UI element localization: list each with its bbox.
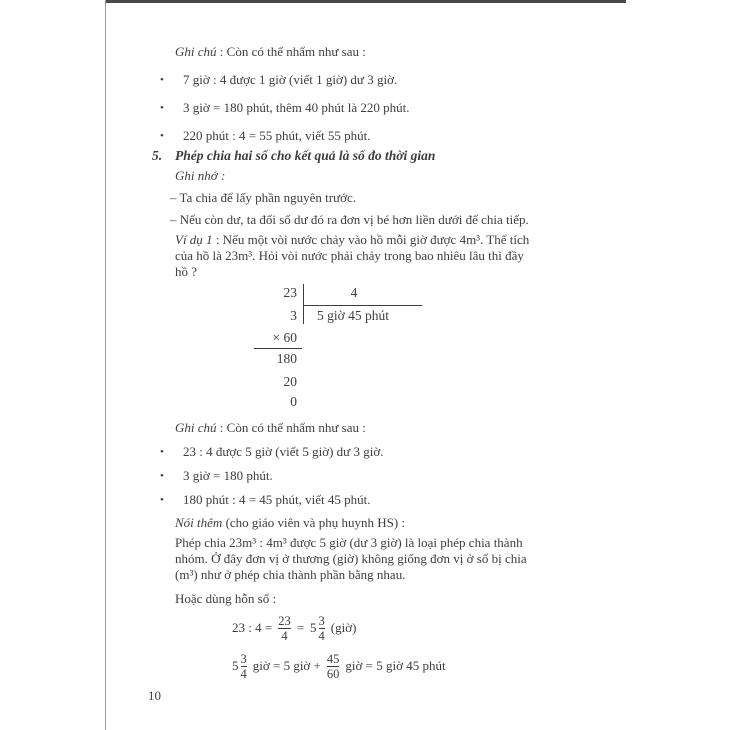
division-partial-remainder: 20 (283, 374, 297, 389)
bullet-text: 220 phút : 4 = 55 phút, viết 55 phút. (183, 128, 371, 143)
example-line-3: hồ ? (175, 264, 198, 279)
fraction-numerator: 3 (240, 651, 247, 666)
bullet-text: 3 giờ = 180 phút. (183, 468, 273, 483)
mixed-whole: 5 (232, 658, 239, 673)
fraction-numerator: 45 (326, 651, 340, 666)
fraction-23-4 (278, 614, 291, 643)
list-item (152, 444, 652, 460)
fraction-denominator: 60 (326, 666, 340, 681)
list-item (152, 100, 652, 116)
list-item (152, 492, 652, 508)
noi-them-text: (cho giáo viên và phụ huynh HS) : (225, 515, 406, 530)
equation-2 (232, 649, 652, 683)
division-product: 180 (276, 351, 297, 366)
eq1-unit: (giờ) (330, 620, 357, 635)
mixed-number-label: Hoặc dùng hỗn số : (175, 591, 277, 606)
bullet-text: 23 : 4 được 5 giờ (viết 5 giờ) dư 3 giờ. (183, 444, 384, 459)
bullet-icon: • (160, 130, 164, 142)
noi-them-heading (175, 515, 652, 531)
section-title: Phép chia hai số cho kết quả là số đo thời gian (175, 148, 436, 163)
division-remainder-hours: 3 (290, 308, 297, 323)
eq1-equals: = (296, 620, 305, 635)
list-item (152, 128, 652, 144)
fraction-denominator: 4 (240, 666, 247, 681)
note-bottom-text: : Còn có thể nhẩm như sau : (219, 420, 366, 435)
page-content (152, 0, 652, 683)
section-number: 5. (152, 148, 163, 163)
list-item (152, 468, 652, 484)
multiply-underline (254, 348, 302, 349)
eq2-tail: giờ = 5 giờ 45 phút (345, 658, 446, 673)
example-label: Ví dụ 1 (175, 232, 213, 247)
fraction-denominator: 4 (318, 628, 325, 643)
eq1-lhs: 23 : 4 = (232, 620, 273, 635)
mixed-whole: 5 (310, 620, 317, 635)
bullet-text: 180 phút : 4 = 45 phút, viết 45 phút. (183, 492, 371, 507)
bullet-icon: • (160, 470, 164, 482)
section-heading (152, 148, 652, 164)
fraction-numerator: 23 (278, 613, 291, 628)
bullet-text: 3 giờ = 180 phút, thêm 40 phút là 220 phút. (183, 100, 410, 115)
division-quotient-rule (304, 305, 422, 306)
division-final-remainder: 0 (290, 394, 297, 409)
note-bottom-label: Ghi chú (175, 420, 217, 435)
fraction-numerator: 3 (318, 613, 325, 628)
explanation-line-2: nhóm. Ở đây đơn vị ở thương (giờ) không giống đơn vị ở số bị chia (175, 551, 527, 566)
note-bottom-heading (175, 420, 652, 436)
example-line-1 (175, 232, 652, 248)
bullet-text: 7 giờ : 4 được 1 giờ (viết 1 giờ) dư 3 giờ. (183, 72, 398, 87)
note-top-bullet-list (152, 72, 652, 144)
ghi-nho-label: Ghi nhớ : (175, 168, 226, 183)
bullet-icon: • (160, 102, 164, 114)
long-division-work (152, 284, 652, 414)
page-left-edge-line (105, 0, 106, 730)
explanation-paragraph (175, 535, 652, 583)
eq2-middle: giờ = 5 giờ + (252, 658, 321, 673)
bullet-icon: • (160, 74, 164, 86)
mixed-number-5-3-4 (232, 652, 247, 681)
bullet-icon: • (160, 494, 164, 506)
note-top-text: : Còn có thể nhẩm như sau : (219, 44, 366, 59)
fraction-3-4 (319, 614, 325, 643)
note-bottom-bullet-list (152, 444, 652, 508)
note-top-label: Ghi chú (175, 44, 217, 59)
ghi-nho-rule-1: – Ta chia để lấy phần nguyên trước. (170, 190, 357, 205)
division-divisor: 4 (350, 285, 358, 300)
division-dividend: 23 (283, 285, 297, 300)
note-top-heading (175, 44, 652, 60)
division-multiplier: × 60 (272, 330, 297, 345)
fraction-denominator: 4 (278, 628, 291, 643)
example-paragraph (175, 232, 652, 280)
page-number: 10 (148, 688, 161, 703)
example-text-1: : Nếu một vòi nước chảy vào hồ mỗi giờ được 4m³. Thể tích (215, 232, 530, 247)
fraction-3-4 (241, 652, 247, 681)
explanation-line-3: (m³) như ở phép chia thành phần bằng nhau. (175, 567, 406, 582)
bullet-icon: • (160, 446, 164, 458)
fraction-45-60 (327, 652, 340, 681)
explanation-line-1: Phép chia 23m³ : 4m³ được 5 giờ (dư 3 giờ) là loại phép chia thành (175, 535, 523, 550)
division-quotient: 5 giờ 45 phút (317, 308, 390, 323)
equation-1 (232, 611, 652, 645)
noi-them-label: Nói thêm (175, 515, 223, 530)
mixed-number-5-3-4 (310, 614, 325, 643)
ghi-nho-rule-2: – Nếu còn dư, ta đổi số dư đó ra đơn vị bé hơn liền dưới để chia tiếp. (170, 212, 529, 227)
example-line-2: của hồ là 23m³. Hỏi vòi nước phải chảy trong bao nhiêu lâu thì đầy (175, 248, 524, 263)
list-item (152, 72, 652, 88)
